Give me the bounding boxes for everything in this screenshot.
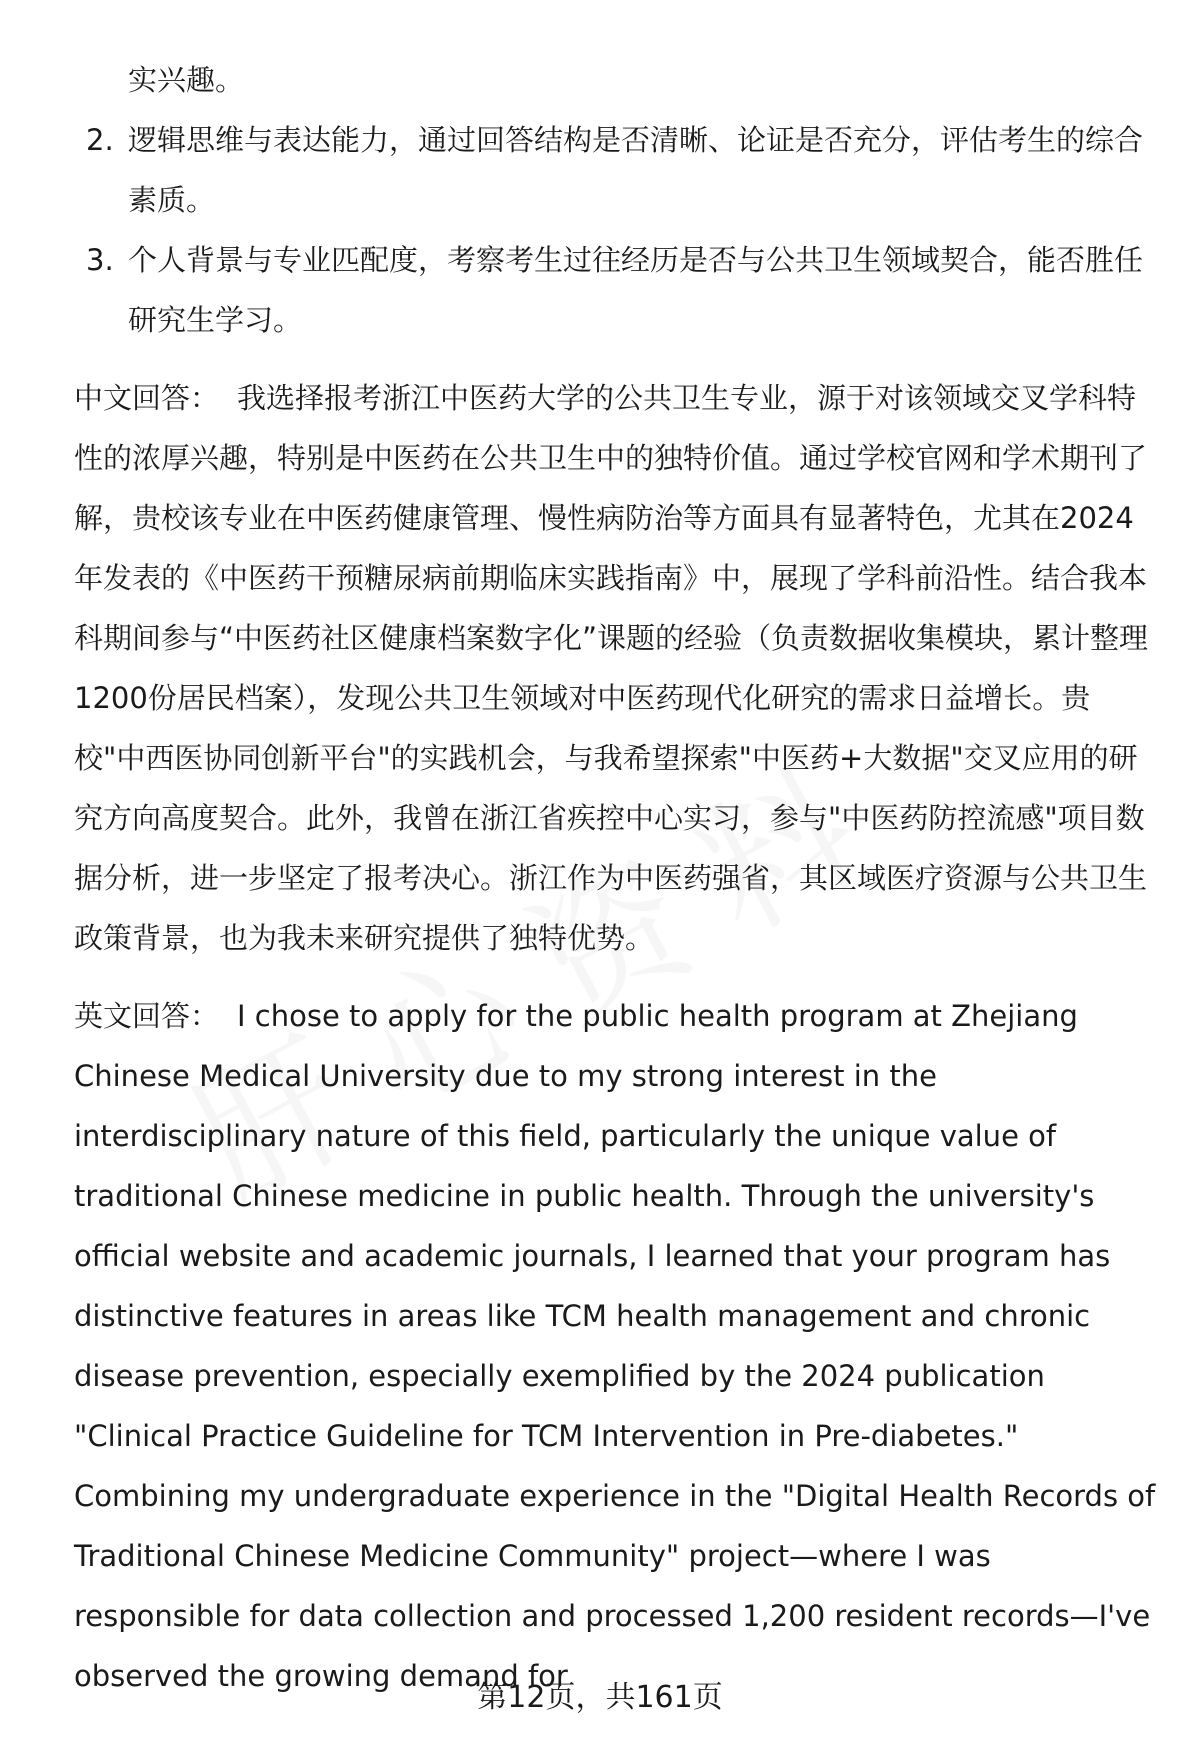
- document-page: [74, 50, 1160, 1706]
- english-answer: [74, 986, 1160, 1706]
- chinese-answer: [74, 368, 1160, 968]
- criteria-number: 3.: [86, 243, 114, 277]
- criteria-number: 2.: [86, 123, 114, 157]
- chinese-answer-text: 我选择报考浙江中医药大学的公共卫生专业，源于对该领域交叉学科特性的浓厚兴趣，特别是中医药在公共卫生中的独特价值。通过学校官网和学术期刊了解，贵校该专业在中医药健康管理、慢性病防治等方面具有显著特色，尤其在2024年发表的《中医药干预糖尿病前期临床实践指南》中，展现了学科前沿性。结合我本科期间参与“中医药社区健康档案数字化”课题的经验（负责数据收集模块，累计整理1200份居民档案），发现公共卫生领域对中医药现代化研究的需求日益增长。贵校"中西医协同创新平台"的实践机会，与我希望探索"中医药+大数据"交叉应用的研究方向高度契合。此外，我曾在浙江省疾控中心实习，参与"中医药防控流感"项目数据分析，进一步坚定了报考决心。浙江作为中医药强省，其区域医疗资源与公共卫生政策背景，也为我未来研究提供了独特优势。: [74, 381, 1149, 955]
- criteria-item: [74, 230, 1160, 350]
- page-number: 第12页，共161页: [477, 1680, 723, 1715]
- criteria-text: 逻辑思维与表达能力，通过回答结构是否清晰、论证是否充分，评估考生的综合素质。: [128, 123, 1144, 217]
- english-answer-text: I chose to apply for the public health program at Zhejiang Chinese Medical University due to my strong interest in the interdisciplinary nature of this field, particularly the unique value of traditional Chinese medicine in public health. Through the university's official website and academic journals, I learned that your program has distinctive features in areas like TCM health management and chronic disease prevention, especially exemplified by the 2024 publication "Clinical Practice Guideline for TCM Intervention in Pre-diabetes." Combining my undergraduate experience in the "Digital Health Records of Traditional Chinese Medicine Community" project—where I was responsible for data collection and processed 1,200 resident records—I've observed the growing demand for: [74, 999, 1156, 1693]
- chinese-answer-label: 中文回答：: [74, 381, 220, 415]
- english-answer-label: 英文回答：: [74, 999, 220, 1033]
- criteria-list: [74, 110, 1160, 350]
- criteria-text: 个人背景与专业匹配度，考察考生过往经历是否与公共卫生领域契合，能否胜任研究生学习。: [128, 243, 1144, 337]
- criteria-item: [74, 110, 1160, 230]
- continuation-text: 实兴趣。: [128, 63, 245, 97]
